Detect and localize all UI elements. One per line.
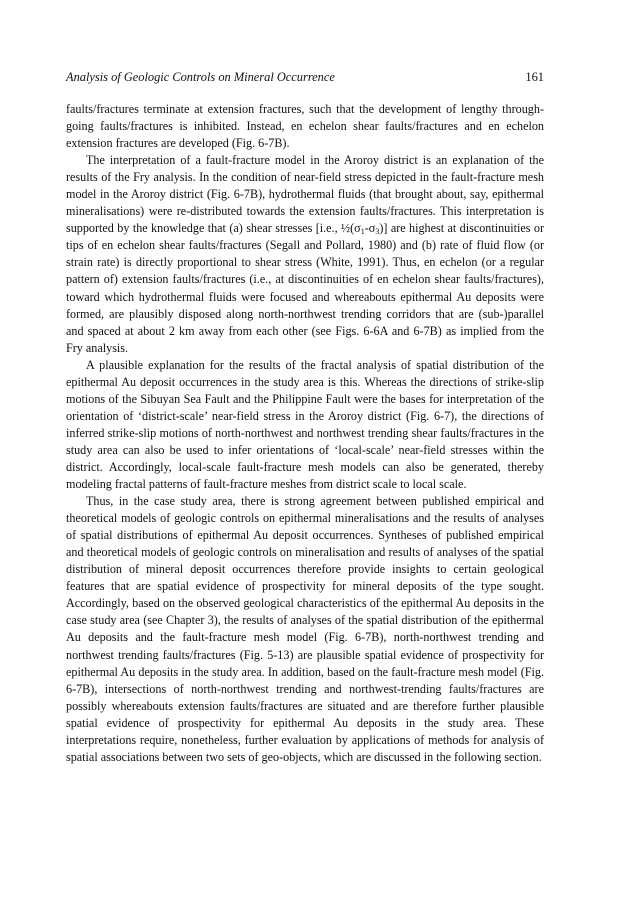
paragraph-continued: faults/fractures terminate at extension fractures, such that the development of lengthy through-going faults/fractures is inhibited. Instead, en echelon shear faults/fractures and en echelon extension fractures are developed (Fig. 6-7B). [66,102,544,151]
paragraph-text: )] are highest at discontinuities or tips of en echelon shear faults/fractures (Segall and Pollard, 1980) and (b) rate of fluid flow (or strain rate) is directly proportional to shear stress (White, 1991). Thus, en echelon (or a regular pattern of) extension faults/fractures (i.e., at discontinuities of en echelon shear faults/fractures), toward which hydrothermal fluids were focused and whereabouts epithermal Au deposits were formed, are plausibly disposed along north-northwest trending corridors that are (sub-)parallel and spaced at about 2 km away from each other (see Figs. 6-6A and 6-7B) as implied from the Fry analysis. [66,221,545,355]
subscript-sigma-1: 1 [360,227,365,237]
paragraph-text: The interpretation of a fault-fracture model in the Aroroy district is an explanation of the results of the Fry analysis. In the condition of near-field stress depicted in the fault-fracture mesh model in the Aroroy district (Fig. 6-7B), hydrothermal fluids (that brought about, say, epithermal mineralisations) were re-distributed towards the extension faults/fractures. This interpretation is supported by the knowledge that (a) shear stresses [i.e., ½(σ [66,153,544,236]
paragraph-text: -σ [364,221,376,236]
running-title: Analysis of Geologic Controls on Mineral Occurrence [66,70,335,84]
subscript-sigma-3: 3 [375,227,380,237]
running-header [66,68,544,86]
paragraph-fault-fracture-model [66,152,544,357]
book-page [66,68,544,766]
body-text [66,101,544,766]
paragraph-fractal-explanation: A plausible explanation for the results of the fractal analysis of spatial distribution of the epithermal Au deposit occurrences in the study area is this. Whereas the directions of strike-slip motions of the Sibuyan Sea Fault and the Philippine Fault were the bases for interpretation of the orientation of ‘district-scale’ near-field stress in the Aroroy district (Fig. 6-7), the directions of inferred strike-slip motions of north-northwest and northwest trending shear faults/fractures in the study area can also be used to infer orientations of ‘local-scale’ near-field stresses within the district. Accordingly, local-scale fault-fracture mesh models can also be generated, thereby modeling fractal patterns of fault-fracture meshes from district scale to local scale. [66,357,544,492]
page-number: 161 [525,70,544,84]
paragraph-synthesis: Thus, in the case study area, there is strong agreement between published empirical and theoretical models of geologic controls on epithermal mineralisations and the results of analyses of spatial distributions of epithermal Au deposit occurrences. Syntheses of published empirical and theoretical models of geologic controls on mineralisation and results of analyses of the spatial distribution of mineral deposit occurrences therefore provide insights to certain geological features that are spatial evidence of prospectivity for mineral deposits of the type sought. Accordingly, based on the observed geological characteristics of the epithermal Au deposits in the case study area (see Chapter 3), the results of analyses of the spatial distribution of the epithermal Au deposits and the fault-fracture mesh model (Fig. 6-7B), north-northwest trending and northwest trending faults/fractures (Fig. 5-13) are plausible spatial evidence of prospectivity for epithermal Au deposits in the study area. In addition, based on the fault-fracture mesh model (Fig. 6-7B), intersections of north-northwest trending and northwest-trending faults/fractures are possibly whereabouts extension faults/fractures are situated and are therefore further plausible spatial evidence of prospectivity for epithermal Au deposits in the study area. These interpretations require, nonetheless, further evaluation by applications of methods for analysis of spatial associations between two sets of geo-objects, which are discussed in the following section. [66,494,544,764]
